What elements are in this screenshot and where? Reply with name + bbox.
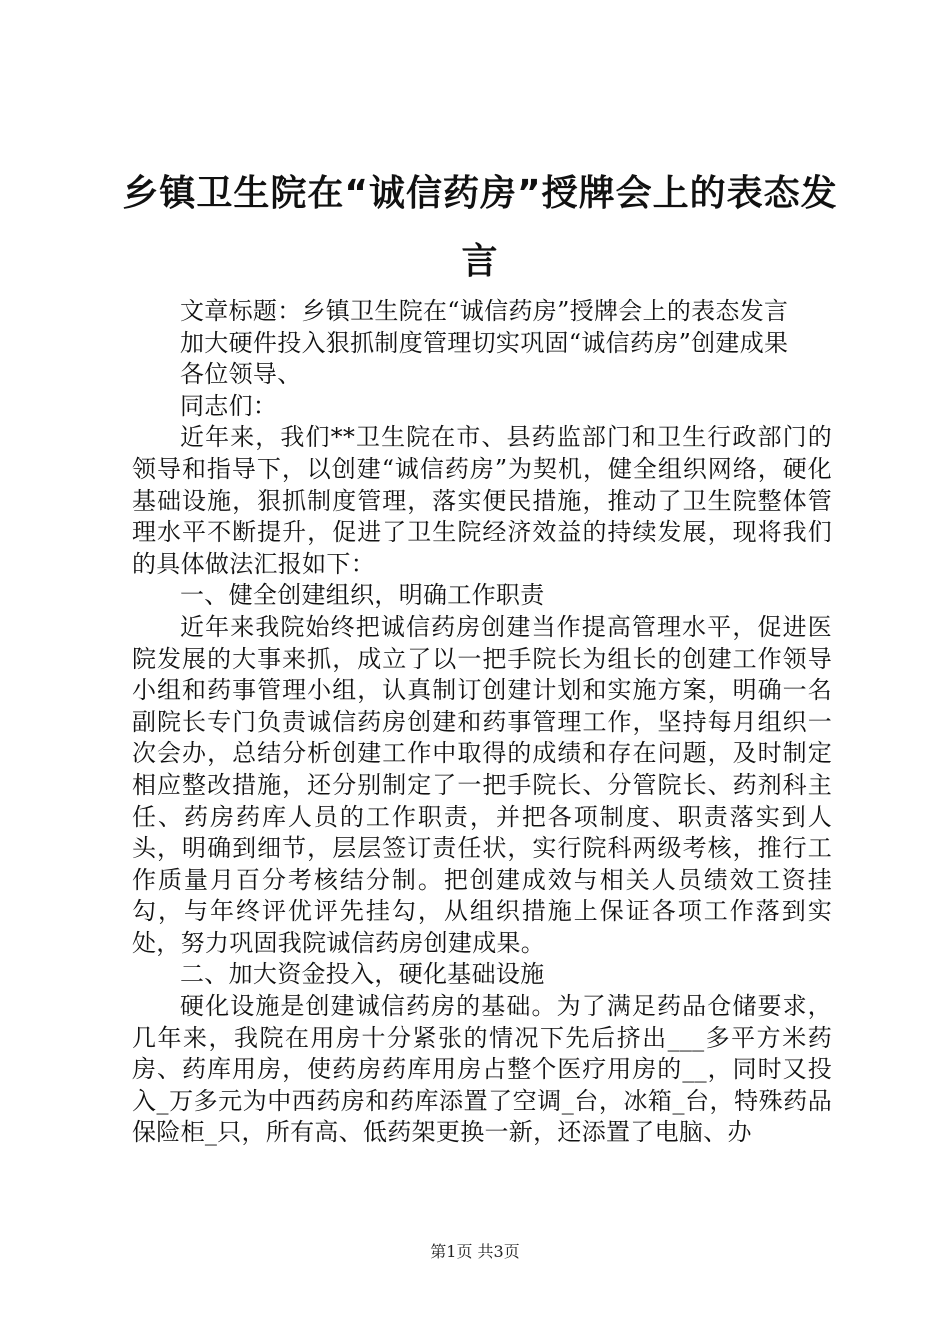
page-footer: 第1页 共3页: [430, 1242, 520, 1261]
paragraph-salutation-comrades: 同志们：: [180, 391, 278, 420]
paragraph-salutation-leaders: 各位领导、: [180, 360, 302, 389]
document-body: [132, 296, 832, 1149]
section-heading-1: 一、健全创建组织，明确工作职责: [180, 581, 545, 610]
paragraph-section-1: 近年来我院始终把诚信药房创建当作提高管理水平，促进医院发展的大事来抓，成立了以一把手院长为组长的创建工作领导小组和药事管理小组，认真制订创建计划和实施方案，明确一名副院长专门负责诚信药房创建和药事管理工作，坚持每月组织一次会办，总结分析创建工作中取得的成绩和存在问题，及时制定相应整改措施，还分别制定了一把手院长、分管院长、药剂科主任、药房药库人员的工作职责，并把各项制度、职责落实到人头，明确到细节，层层签订责任状，实行院科两级考核，推行工作质量月百分考核结分制。把创建成效与相关人员绩效工资挂勾，与年终评优评先挂勾，从组织措施上保证各项工作落到实处，努力巩固我院诚信药房创建成果。: [132, 612, 832, 957]
paragraph-article-title: 文章标题：乡镇卫生院在“诚信药房”授牌会上的表态发言: [180, 297, 789, 325]
paragraph-intro: 近年来，我们**卫生院在市、县药监部门和卫生行政部门的领导和指导下，以创建“诚信药房”为契机，健全组织网络，硬化基础设施，狠抓制度管理，落实便民措施，推动了卫生院整体管理水平不断提升，促进了卫生院经济效益的持续发展，现将我们的具体做法汇报如下：: [132, 423, 832, 578]
document-title: 乡镇卫生院在“诚信药房”授牌会上的表态发言: [122, 173, 838, 282]
paragraph-section-2: 硬化设施是创建诚信药房的基础。为了满足药品仓储要求，几年来，我院在用房十分紧张的情况下先后挤出___多平方米药房、药库用房，使药房药库用房占整个医疗用房的__，同时又投入_万多元为中西药房和药库添置了空调_台，冰箱_台，特殊药品保险柜_只，所有高、低药架更换一新，还添置了电脑、办: [132, 992, 832, 1147]
section-heading-2: 二、加大资金投入，硬化基础设施: [180, 960, 545, 989]
paragraph-subtitle: 加大硬件投入狠抓制度管理切实巩固“诚信药房”创建成果: [180, 328, 789, 357]
